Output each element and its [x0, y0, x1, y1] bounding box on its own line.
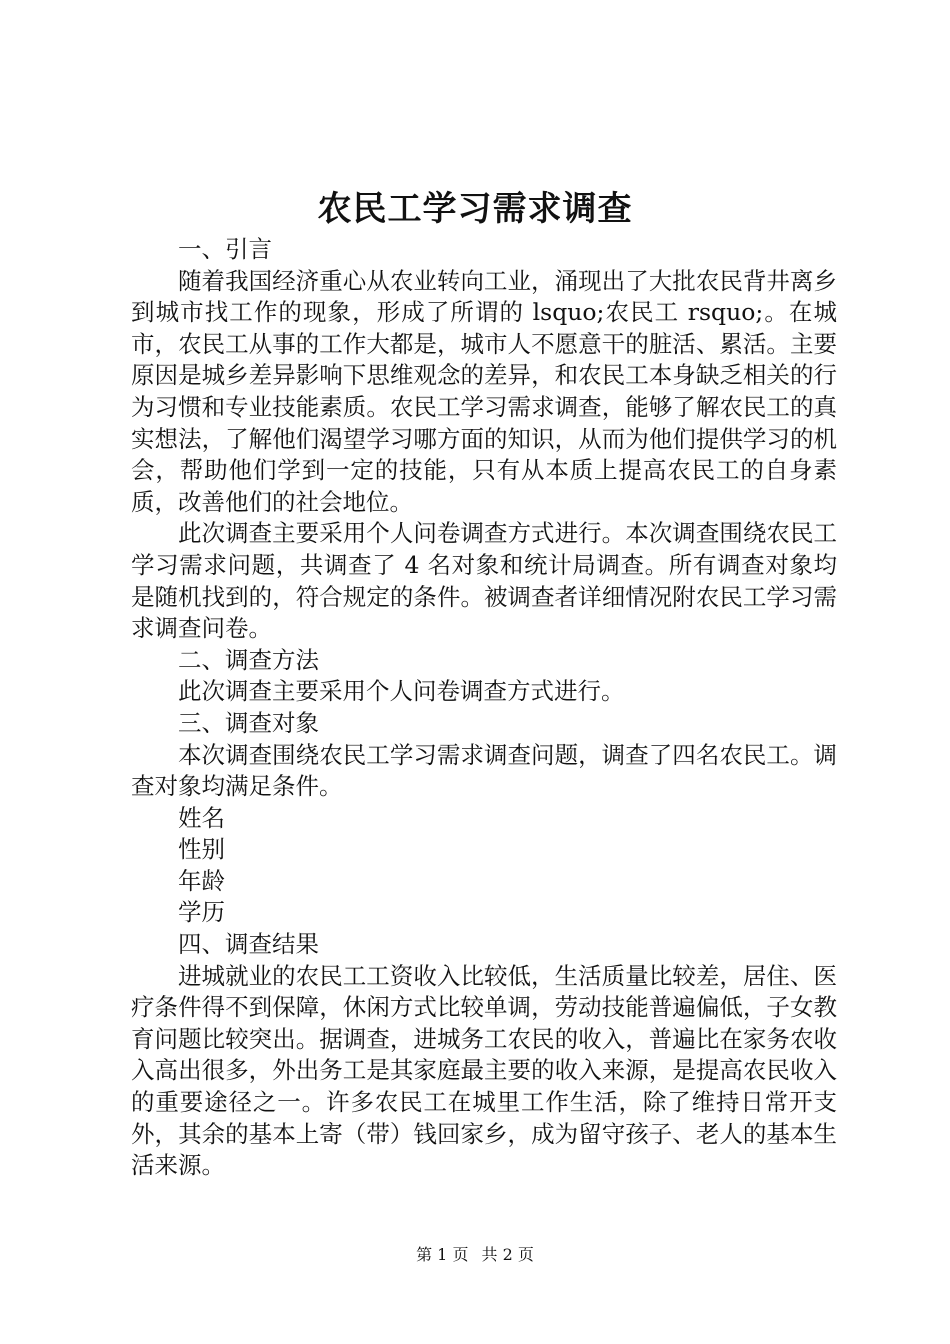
- page-number: 第 1 页: [416, 1245, 469, 1264]
- document-title: 农民工学习需求调查: [317, 189, 633, 229]
- page-total: 共 2 页: [481, 1245, 534, 1264]
- document-body: [131, 234, 837, 1182]
- paragraph-introduction: 随着我国经济重心从农业转向工业，涌现出了大批农民背井离乡到城市找工作的现象，形成了所谓的 lsquo;农民工 rsquo;。在城市，农民工从事的工作大都是，城市人不愿意干的脏活、累活。主要原因是城乡差异影响下思维观念的差异，和农民工本身缺乏相关的行为习惯和专业技能素质。农民工学习需求调查，能够了解农民工的真实想法，了解他们渴望学习哪方面的知识，从而为他们提供学习的机会，帮助他们学到一定的技能，只有从本质上提高农民工的自身素质，改善他们的社会地位。: [131, 266, 837, 516]
- field-label-age: 年龄: [178, 866, 225, 895]
- field-label-gender: 性别: [178, 835, 225, 864]
- section-heading-results: 四、调查结果: [178, 930, 319, 959]
- paragraph-results: 进城就业的农民工工资收入比较低，生活质量比较差，居住、医疗条件得不到保障，休闲方式比较单调，劳动技能普遍偏低，子女教育问题比较突出。据调查，进城务工农民的收入，普遍比在家务农收入高出很多，外出务工是其家庭最主要的收入来源，是提高农民收入的重要途径之一。许多农民工在城里工作生活，除了维持日常开支外，其余的基本上寄（带）钱回家乡，成为留守孩子、老人的基本生活来源。: [131, 961, 837, 1180]
- section-heading-method: 二、调查方法: [178, 645, 319, 674]
- section-heading-introduction: 一、引言: [178, 235, 272, 263]
- page-footer: [0, 1244, 950, 1266]
- paragraph-subjects: 本次调查围绕农民工学习需求调查问题，调查了四名农民工。调查对象均满足条件。: [131, 740, 837, 801]
- field-label-name: 姓名: [178, 803, 225, 832]
- field-label-education: 学历: [178, 898, 225, 927]
- section-heading-subjects: 三、调查对象: [178, 708, 319, 737]
- paragraph-method: 此次调查主要采用个人问卷调查方式进行。: [178, 677, 625, 706]
- paragraph-survey-overview: 此次调查主要采用个人问卷调查方式进行。本次调查围绕农民工学习需求问题，共调查了 4 名对象和统计局调查。所有调查对象均是随机找到的，符合规定的条件。被调查者详细情况附农民工学习需求调查问卷。: [131, 519, 837, 643]
